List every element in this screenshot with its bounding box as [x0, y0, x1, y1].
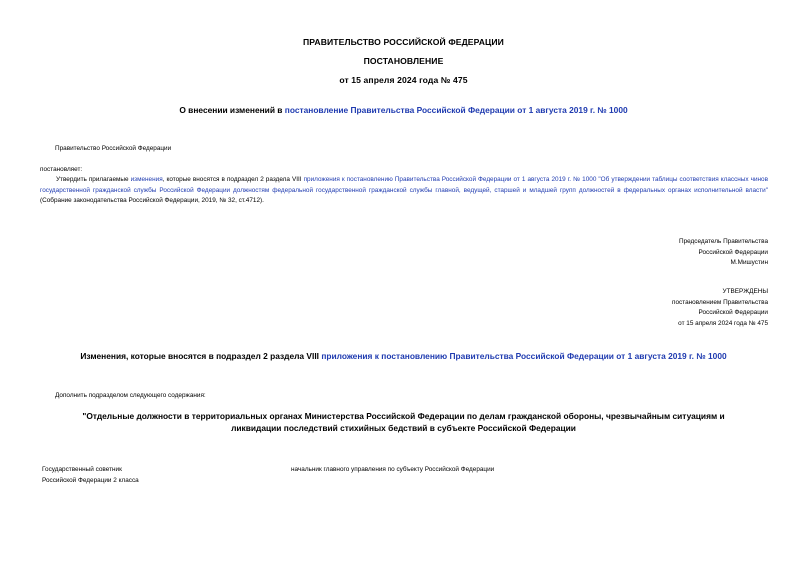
preamble-subject: Правительство Российской Федерации [55, 145, 172, 152]
table-position-cell: начальник главного управления по субъекту Российской Федерации [291, 466, 495, 473]
supplement-heading [0, 411, 807, 434]
approved-date: от 15 апреля 2024 года № 475 [678, 319, 768, 327]
appendix-decree-link[interactable]: приложения к постановлению Правительства Российской Федерации от 1 августа 2019 г. № 1000 "Об утверждении таблицы соответствия классных чинов государственной гражданской службы Российской Федерации должностям федеральной государственной гражданской службы главной, ведущей, старшей и младшей групп должностей в федеральных органах исполнительной власти" [40, 176, 768, 194]
document-type: ПОСТАНОВЛЕНИЕ [363, 56, 444, 66]
signature-name: М.Мишустин [730, 259, 768, 266]
preamble-resolves: постановляет: [40, 166, 83, 173]
approved-country: Российской Федерации [698, 309, 768, 316]
approved-block [672, 287, 768, 329]
appendix-link[interactable]: приложения к постановлению Правительства Российской Федерации от 1 августа 2019 г. № 1000 [321, 351, 727, 361]
document-title [0, 105, 807, 115]
resolution-paragraph [40, 175, 768, 207]
changes-title [0, 351, 807, 361]
supplement-heading-line2: ликвидации последствий стихийных бедствий в субъекте Российской Федерации [231, 422, 576, 433]
rank-line-2: Российской Федерации 2 класса [42, 476, 139, 484]
paragraph-text-start: Утвердить прилагаемые [56, 176, 131, 183]
signature-country: Российской Федерации [698, 248, 768, 256]
table-rank-cell [42, 465, 139, 486]
supplement-intro: Дополнить подразделом следующего содержания: [55, 392, 206, 399]
document-title-prefix: О внесении изменений в [179, 105, 285, 115]
supplement-heading-line1: "Отдельные должности в территориальных органах Министерства Российской Федерации по делам гражданской обороны, чрезвычайным ситуациям и [82, 411, 725, 421]
amended-decree-link[interactable]: постановление Правительства Российской Федерации от 1 августа 2019 г. № 1000 [284, 105, 628, 115]
approved-by: постановлением Правительства [672, 298, 768, 306]
changes-title-prefix: Изменения, которые вносятся в подраздел 2 раздела VIII [80, 351, 322, 361]
document-date-number: от 15 апреля 2024 года № 475 [339, 75, 468, 85]
approved-heading: УТВЕРЖДЕНЫ [722, 288, 768, 295]
rank-line-1: Государственный советник [42, 466, 122, 473]
changes-link[interactable]: изменения [130, 176, 163, 183]
signature-position: Председатель Правительства [679, 238, 768, 245]
signature-block [679, 237, 768, 269]
paragraph-text-end: (Собрание законодательства Российской Федерации, 2019, № 32, ст.4712). [40, 197, 264, 205]
government-name: ПРАВИТЕЛЬСТВО РОССИЙСКОЙ ФЕДЕРАЦИИ [303, 37, 504, 47]
paragraph-text-mid: , которые вносятся в подраздел 2 раздела VIII [162, 176, 304, 183]
